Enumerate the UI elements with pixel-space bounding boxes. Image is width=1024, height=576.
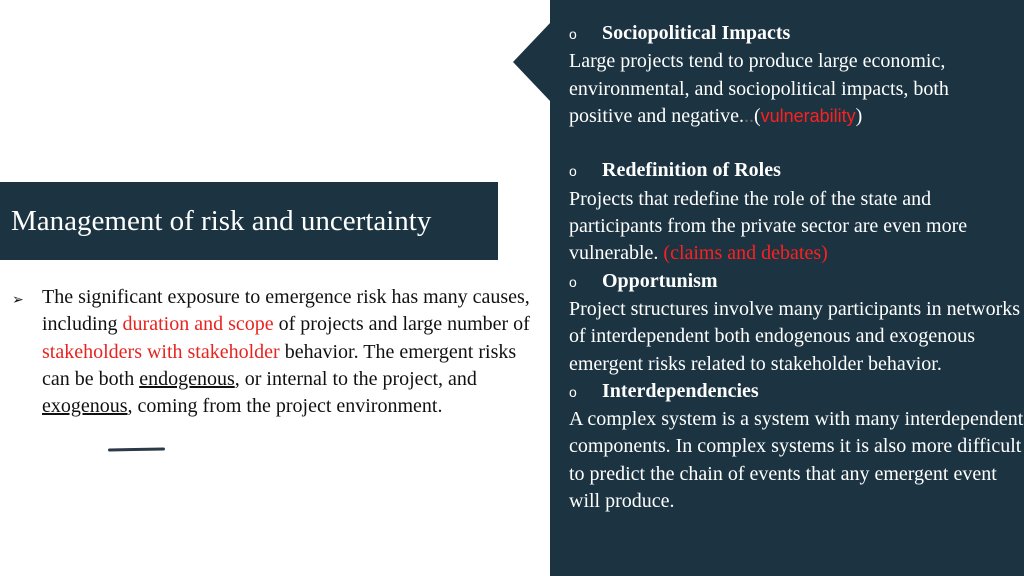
section-heading-opportunism: o Opportunism [569,268,1024,296]
highlight-duration-scope: duration and scope [122,313,274,336]
list-item [12,284,552,420]
circle-bullet-icon: o [569,383,577,400]
circle-bullet-icon: o [569,273,577,290]
section-heading-roles: o Redefinition of Roles [569,157,1024,185]
vulnerability-note: vulnerability [760,105,856,126]
section-body-interdependencies: A complex system is a system with many interdependent components. In complex systems it is also more difficult to predict the chain of events that any emergent event will produce. [569,408,1024,513]
body-list [12,284,552,420]
ink-underline-mark [108,448,165,452]
dots: .. [743,104,754,127]
section-body-opportunism: Project structures involve many participants in networks of interdependent both endogenous and exogenous emergent risks related to stakeholder behavior. [569,297,1021,375]
right-panel-text [569,20,1024,515]
section-heading-interdependencies: o Interdependencies [569,378,1024,406]
slide-title [0,182,498,260]
arrow-bullet-icon: ➢ [12,292,24,308]
slide-title-text: Management of risk and uncertainty [11,204,432,237]
section-body-sociopolitical: Large projects tend to produce large economic, environmental, and sociopolitical impacts, both positive and negative...(vulnerability) [569,50,949,127]
term-exogenous: exogenous [42,395,128,418]
circle-bullet-icon: o [569,163,577,180]
section-heading-sociopolitical: o Sociopolitical Impacts [569,20,1024,48]
circle-bullet-icon: o [569,26,577,42]
term-endogenous: endogenous [139,367,235,390]
body-paragraph: The significant exposure to emergence risk has many causes, including duration and scope of projects and large number of stakeholders with stakeholder behavior. The emergent risks can be both endogenous, or internal to the project, and exogenous, coming from the project environment. [42,286,530,418]
claims-note: (claims and debates) [663,242,828,265]
section-body-roles: Projects that redefine the role of the state and participants from the private sector are even more vulnerable. (claims and debates) [569,187,968,265]
highlight-stakeholders: stakeholders with stakeholder [42,340,280,363]
panel-pointer [513,22,551,102]
